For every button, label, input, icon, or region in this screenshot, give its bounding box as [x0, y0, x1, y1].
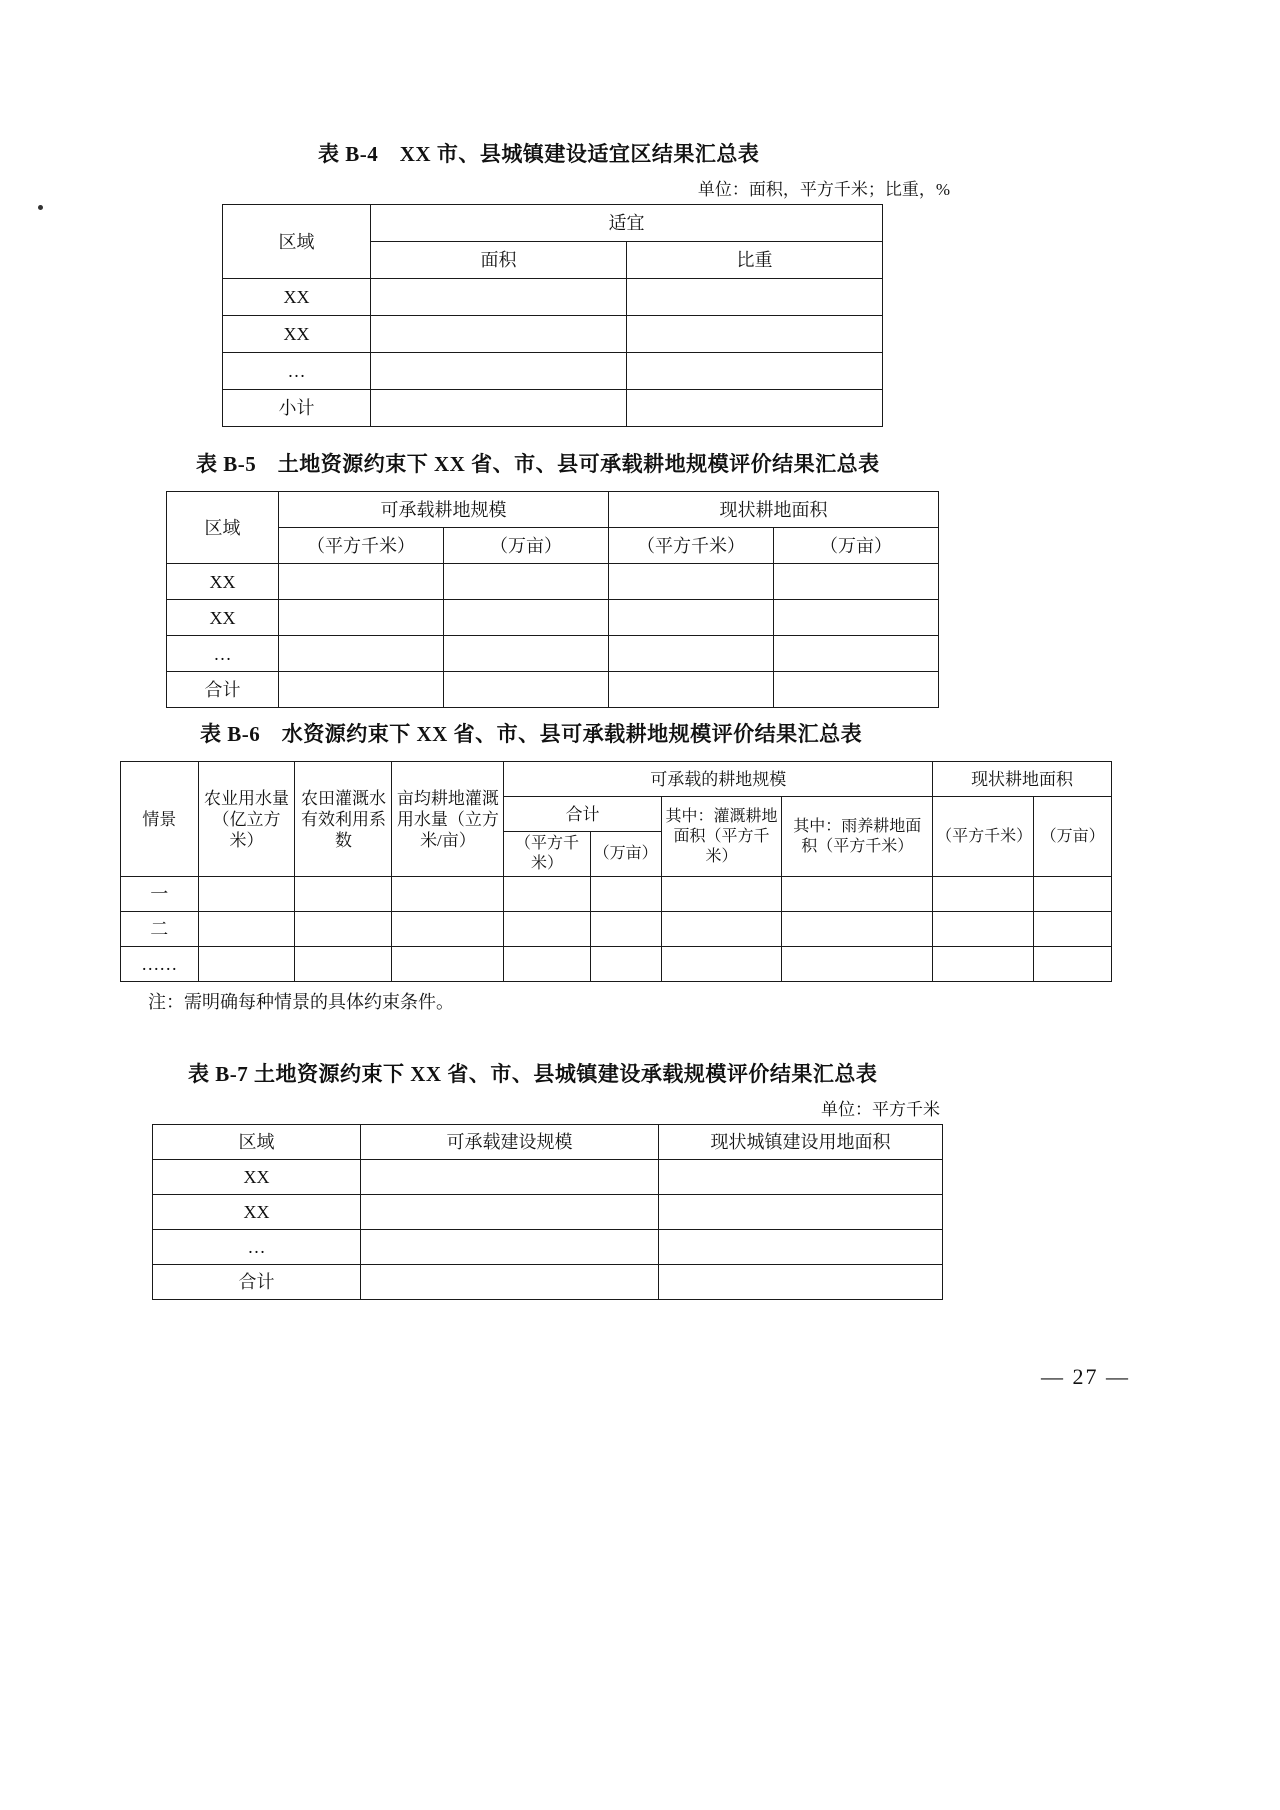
cell-value: [659, 1230, 943, 1265]
cell-value: [782, 912, 933, 947]
cell-region: XX: [153, 1195, 361, 1230]
header-water-per-mu: 亩均耕地灌溉用水量（立方米/亩）: [392, 762, 504, 877]
cell-value: [933, 912, 1034, 947]
cell-value: [295, 947, 392, 982]
caption-table-b4: 表 B-4 XX 市、县城镇建设适宜区结果汇总表: [318, 142, 760, 166]
cell-value: [444, 636, 609, 672]
cell-value: [1034, 912, 1112, 947]
cell-scenario: ……: [121, 947, 199, 982]
table-row: [121, 912, 1112, 947]
table-row: [167, 636, 939, 672]
table-row: [167, 564, 939, 600]
section-table-b6: [0, 720, 1280, 1014]
cell-value: [661, 947, 782, 982]
cell-value: [198, 947, 295, 982]
table-b5: [166, 491, 939, 708]
cell-area: [371, 279, 627, 316]
cell-value: [198, 912, 295, 947]
section-table-b4: [0, 140, 1280, 427]
table-header-row: [167, 492, 939, 528]
header-group-capacity: 可承载的耕地规模: [504, 762, 933, 797]
cell-area: [371, 390, 627, 427]
table-row: [153, 1265, 943, 1300]
header-capacity-wanmu: （万亩）: [444, 528, 609, 564]
caption-table-b6: 表 B-6 水资源约束下 XX 省、市、县可承载耕地规模评价结果汇总表: [200, 722, 863, 746]
cell-value: [198, 877, 295, 912]
cell-region: XX: [153, 1160, 361, 1195]
table-header-row: [153, 1125, 943, 1160]
table-row: [153, 1160, 943, 1195]
cell-value: [392, 912, 504, 947]
cell-region: XX: [167, 600, 279, 636]
table-subheader-row: [167, 528, 939, 564]
header-current-wanmu: （万亩）: [774, 528, 939, 564]
cell-value: [659, 1195, 943, 1230]
header-current-km2: （平方千米）: [609, 528, 774, 564]
cell-ratio: [627, 390, 883, 427]
cell-region: …: [223, 353, 371, 390]
cell-value: [1034, 947, 1112, 982]
cell-value: [774, 636, 939, 672]
cell-value: [774, 600, 939, 636]
page-number: — 27 —: [1041, 1364, 1130, 1389]
cell-value: [933, 877, 1034, 912]
table-row: [223, 316, 883, 353]
header-rainfed-farmland: 其中：雨养耕地面积（平方千米）: [782, 797, 933, 877]
header-irrigated-farmland: 其中：灌溉耕地面积（平方千米）: [661, 797, 782, 877]
section-table-b7: [0, 1060, 1280, 1300]
cell-region: XX: [167, 564, 279, 600]
cell-value: [590, 877, 661, 912]
cell-area: [371, 353, 627, 390]
cell-value: [295, 912, 392, 947]
cell-value: [659, 1160, 943, 1195]
table-header-row: [121, 762, 1112, 797]
cell-value: [609, 636, 774, 672]
table-row: [153, 1230, 943, 1265]
header-agri-water: 农业用水量（亿立方米）: [198, 762, 295, 877]
cell-region: XX: [223, 316, 371, 353]
cell-ratio: [627, 279, 883, 316]
table-row: [167, 600, 939, 636]
cell-value: [392, 947, 504, 982]
cell-value: [590, 947, 661, 982]
table-row: [121, 947, 1112, 982]
cell-value: [1034, 877, 1112, 912]
header-current-km2: （平方千米）: [933, 797, 1034, 877]
cell-value: [609, 564, 774, 600]
cell-value: [361, 1230, 659, 1265]
cell-value: [774, 564, 939, 600]
header-total-km2: （平方千米）: [504, 832, 590, 877]
header-group-current: 现状耕地面积: [609, 492, 939, 528]
cell-value: [361, 1195, 659, 1230]
cell-value: [933, 947, 1034, 982]
cell-value: [295, 877, 392, 912]
table-header-row: [223, 205, 883, 242]
header-region: 区域: [167, 492, 279, 564]
cell-value: [774, 672, 939, 708]
unit-note-table-b4: 单位：面积，平方千米；比重，%: [697, 180, 950, 200]
header-scenario: 情景: [121, 762, 199, 877]
cell-area: [371, 316, 627, 353]
cell-ratio: [627, 353, 883, 390]
cell-value: [279, 564, 444, 600]
header-region: 区域: [223, 205, 371, 279]
cell-region: 合计: [167, 672, 279, 708]
caption-table-b7: 表 B-7 土地资源约束下 XX 省、市、县城镇建设承载规模评价结果汇总表: [188, 1062, 878, 1086]
cell-value: [444, 564, 609, 600]
cell-value: [504, 877, 590, 912]
cell-value: [590, 912, 661, 947]
caption-table-b5: 表 B-5 土地资源约束下 XX 省、市、县可承载耕地规模评价结果汇总表: [196, 452, 880, 476]
cell-value: [609, 600, 774, 636]
header-ratio: 比重: [627, 242, 883, 279]
cell-region: XX: [223, 279, 371, 316]
header-group-suitable: 适宜: [371, 205, 883, 242]
table-row: [121, 877, 1112, 912]
header-irrigation-coefficient: 农田灌溉水有效利用系数: [295, 762, 392, 877]
header-group-capacity: 可承载耕地规模: [279, 492, 609, 528]
table-b7: [152, 1124, 943, 1300]
cell-value: [659, 1265, 943, 1300]
cell-value: [279, 672, 444, 708]
cell-region: 合计: [153, 1265, 361, 1300]
cell-value: [444, 672, 609, 708]
cell-value: [361, 1160, 659, 1195]
cell-scenario: 二: [121, 912, 199, 947]
cell-value: [782, 877, 933, 912]
cell-value: [661, 912, 782, 947]
header-current-wanmu: （万亩）: [1034, 797, 1112, 877]
table-row: [153, 1195, 943, 1230]
header-capacity-scale: 可承载建设规模: [361, 1125, 659, 1160]
cell-value: [361, 1265, 659, 1300]
cell-region: …: [153, 1230, 361, 1265]
unit-note-table-b7: 单位：平方千米: [821, 1100, 940, 1120]
cell-value: [392, 877, 504, 912]
cell-region: 小计: [223, 390, 371, 427]
header-capacity-km2: （平方千米）: [279, 528, 444, 564]
table-row: [223, 390, 883, 427]
cell-scenario: 一: [121, 877, 199, 912]
table-row: [223, 353, 883, 390]
table-row: [223, 279, 883, 316]
cell-value: [609, 672, 774, 708]
header-group-current: 现状耕地面积: [933, 762, 1112, 797]
cell-value: [504, 912, 590, 947]
header-area: 面积: [371, 242, 627, 279]
header-current-urban-area: 现状城镇建设用地面积: [659, 1125, 943, 1160]
cell-value: [782, 947, 933, 982]
note-table-b6: 注：需明确每种情景的具体约束条件。: [148, 992, 454, 1013]
header-subtotal: 合计: [504, 797, 661, 832]
cell-ratio: [627, 316, 883, 353]
cell-value: [279, 636, 444, 672]
cell-region: …: [167, 636, 279, 672]
header-total-wanmu: （万亩）: [590, 832, 661, 877]
cell-value: [504, 947, 590, 982]
cell-value: [444, 600, 609, 636]
cell-value: [661, 877, 782, 912]
section-table-b5: [0, 450, 1280, 708]
table-b6: [120, 761, 1112, 982]
header-region: 区域: [153, 1125, 361, 1160]
cell-value: [279, 600, 444, 636]
table-b4: [222, 204, 883, 427]
table-row: [167, 672, 939, 708]
